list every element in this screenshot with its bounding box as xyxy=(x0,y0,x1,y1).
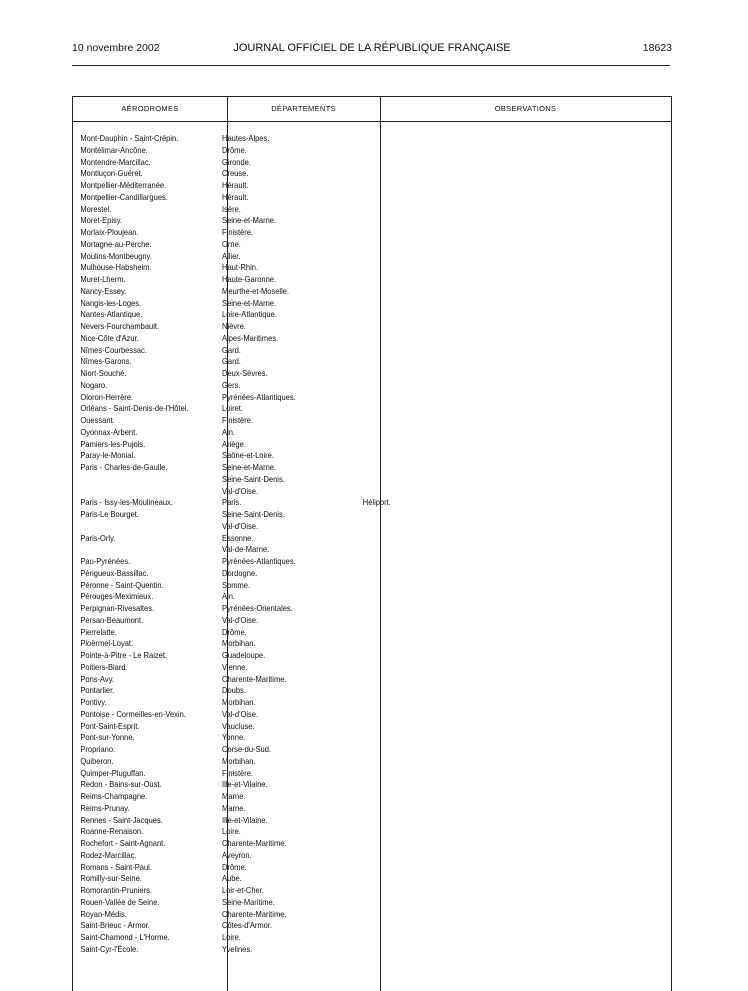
table-row xyxy=(73,321,623,333)
table-row xyxy=(73,415,623,427)
departement-cell: Gard. xyxy=(222,357,241,367)
aerodrome-cell: Quimper-Pluguffan. xyxy=(80,768,146,778)
departement-cell: Marne. xyxy=(222,803,246,813)
departement-cell: Ille-et-Vilaine. xyxy=(222,815,268,825)
departement-cell: Seine-et-Marne. xyxy=(222,463,277,472)
table-row xyxy=(73,826,623,838)
aerodrome-cell: Orléans - Saint-Denis-de-l'Hôtel. xyxy=(80,404,189,414)
table-row xyxy=(73,650,623,662)
table-row xyxy=(73,192,623,204)
departement-cell: Saône-et-Loire. xyxy=(222,451,274,461)
aerodrome-cell: Oloron-Herrère. xyxy=(80,392,134,402)
header-divider xyxy=(73,121,671,122)
table-row xyxy=(73,239,623,251)
aerodrome-cell: Montluçon-Guéret. xyxy=(80,169,143,179)
aerodrome-cell: Paray-le-Monial. xyxy=(80,451,136,461)
aerodrome-cell: Mont-Dauphin - Saint-Crépin. xyxy=(80,134,179,143)
aerodrome-cell: Montpellier-Méditerranée. xyxy=(80,181,167,190)
aerodrome-cell: Rennes - Saint-Jacques. xyxy=(80,815,163,825)
table-row xyxy=(73,533,623,545)
table-row xyxy=(73,450,623,462)
aerodrome-cell: Rochefort - Saint-Agnant. xyxy=(80,839,166,848)
departement-cell: Isère. xyxy=(222,204,241,214)
departement-cell: Haute-Garonne. xyxy=(222,275,277,284)
departement-cell: Hautes-Alpes. xyxy=(222,134,270,143)
departement-cell: Gironde. xyxy=(222,157,251,167)
aerodrome-cell: Pérouges-Meximieux. xyxy=(80,592,154,602)
aerodrome-cell: Pontoise - Cormeilles-en-Vexin. xyxy=(80,709,186,719)
table-row xyxy=(73,909,623,921)
departement-cell: Yonne. xyxy=(222,733,246,743)
departement-cell: Corse-du-Sud. xyxy=(222,745,272,754)
aerodrome-cell: Paris-Le Bourget. xyxy=(80,510,139,519)
departement-cell: Paris. xyxy=(222,498,242,508)
page-number: 18623 xyxy=(642,42,672,54)
table-row xyxy=(73,756,623,768)
aerodrome-cell: Montélimar-Ancône. xyxy=(80,145,148,155)
table-row xyxy=(73,885,623,897)
aerodromes-table xyxy=(72,96,672,991)
departement-cell: Orne. xyxy=(222,239,241,249)
aerodrome-cell: Morestel. xyxy=(80,204,112,214)
table-row xyxy=(73,368,623,380)
aerodrome-cell: Nîmes-Garons. xyxy=(80,357,132,367)
table-row xyxy=(73,744,623,756)
departement-cell: Pyrénées-Atlantiques. xyxy=(222,392,296,402)
table-row xyxy=(73,697,623,709)
table-row xyxy=(73,803,623,815)
aerodrome-cell: Pontarlier. xyxy=(80,686,115,696)
departement-cell: Finistère. xyxy=(222,768,254,778)
aerodrome-cell: Ploërmel-Loyat. xyxy=(80,639,134,649)
table-row xyxy=(73,274,623,286)
table-row xyxy=(73,145,623,157)
aerodrome-cell: Pont-sur-Yonne. xyxy=(80,733,135,743)
departement-cell: Doubs. xyxy=(222,686,246,696)
aerodrome-cell: Moret-Episy. xyxy=(80,216,123,226)
departement-cell: Côtes-d'Armor. xyxy=(222,921,273,931)
departement-cell: Drôme. xyxy=(222,627,247,637)
table-row xyxy=(73,215,623,227)
aerodrome-cell: Saint-Chamond - L'Horme. xyxy=(80,933,170,942)
aerodrome-cell: Nogaro. xyxy=(80,380,108,390)
table-row xyxy=(73,591,623,603)
aerodrome-cell: Périgueux-Bassillac. xyxy=(80,568,149,578)
departement-cell: Charente-Maritime. xyxy=(222,674,287,684)
table-row xyxy=(73,779,623,791)
column-header-observations: OBSERVATIONS xyxy=(494,104,557,113)
aerodrome-cell: Nancy-Essey. xyxy=(80,286,127,296)
table-row xyxy=(73,133,623,145)
departement-cell: Aveyron. xyxy=(222,850,252,860)
aerodrome-cell: Romans - Saint-Paul. xyxy=(80,862,152,872)
aerodrome-cell: Pont-Saint-Esprit. xyxy=(80,721,140,731)
aerodrome-cell: Nantes-Atlantique. xyxy=(80,310,143,320)
table-row xyxy=(73,791,623,803)
aerodrome-cell: Morlaix-Ploujean. xyxy=(80,228,139,237)
departement-cell: Aube. xyxy=(222,874,242,884)
departement-cell: Val-d'Oise. xyxy=(222,615,259,625)
table-row xyxy=(73,227,623,239)
table-row xyxy=(73,850,623,862)
departement-cell: Finistère. xyxy=(222,416,254,425)
departement-cell: Hérault. xyxy=(222,181,249,190)
table-row xyxy=(73,521,623,533)
table-row xyxy=(73,298,623,310)
aerodrome-cell: Nevers-Fourchambault. xyxy=(80,322,160,331)
departement-cell: Drôme. xyxy=(222,145,247,155)
table-row xyxy=(73,815,623,827)
table-row xyxy=(73,403,623,415)
column-header-departements: DÉPARTEMENTS xyxy=(271,104,336,113)
departement-cell: Dordogne. xyxy=(222,568,258,578)
aerodrome-cell: Rodez-Marcillac. xyxy=(80,850,137,860)
table-row xyxy=(73,168,623,180)
aerodrome-cell: Paris - Issy-les-Moulineaux. xyxy=(80,498,173,508)
aerodrome-cell: Rouen-Vallée de Seine. xyxy=(80,897,160,907)
departement-cell: Ariège. xyxy=(222,439,246,449)
aerodrome-cell: Ouessant. xyxy=(80,416,115,425)
departement-cell: Charente-Maritime. xyxy=(222,839,287,848)
table-row xyxy=(73,204,623,216)
table-row xyxy=(73,356,623,368)
aerodrome-cell: Reims-Prunay. xyxy=(80,803,130,813)
table-row xyxy=(73,333,623,345)
departement-cell: Hérault. xyxy=(222,192,249,202)
table-row xyxy=(73,944,623,956)
aerodrome-cell: Persan-Beaumont. xyxy=(80,615,144,625)
aerodrome-cell: Romorantin-Pruniers. xyxy=(80,886,152,895)
aerodrome-cell: Nice-Côte d'Azur. xyxy=(80,333,139,343)
table-row xyxy=(73,685,623,697)
aerodrome-cell: Mulhouse-Habsheim. xyxy=(80,263,152,273)
table-row xyxy=(73,439,623,451)
table-body xyxy=(73,133,671,956)
departement-cell: Nièvre. xyxy=(222,322,246,331)
aerodrome-cell: Pierrelatte. xyxy=(80,627,117,637)
aerodrome-cell: Perpignan-Rivesaltes. xyxy=(80,604,155,613)
departement-cell: Pyrénées-Orientales. xyxy=(222,604,293,613)
departement-cell: Seine-et-Marne. xyxy=(222,216,277,226)
table-row xyxy=(73,932,623,944)
departement-cell: Loir-et-Cher. xyxy=(222,886,264,895)
aerodrome-cell: Redon - Bains-sur-Oust. xyxy=(80,780,162,790)
header-rule xyxy=(72,65,670,66)
departement-cell: Ain. xyxy=(222,592,236,602)
table-row xyxy=(73,380,623,392)
table-row xyxy=(73,615,623,627)
table-row xyxy=(73,580,623,592)
aerodrome-cell: Pons-Avy. xyxy=(80,674,114,684)
table-row xyxy=(73,392,623,404)
departement-cell: Marne. xyxy=(222,792,246,801)
departement-cell: Pyrénées-Atlantiques. xyxy=(222,557,296,566)
aerodrome-cell: Propriano. xyxy=(80,745,116,754)
departement-cell: Morbihan. xyxy=(222,698,256,707)
departement-cell: Morbihan. xyxy=(222,756,256,766)
departement-cell: Yvelines. xyxy=(222,944,253,954)
table-row xyxy=(73,462,623,474)
journal-title: JOURNAL OFFICIEL DE LA RÉPUBLIQUE FRANÇAISE xyxy=(233,42,511,54)
aerodrome-cell: Reims-Champagne. xyxy=(80,792,148,801)
aerodrome-cell: Pontivy. xyxy=(80,698,107,707)
departement-cell: Val-d'Oise. xyxy=(222,709,259,719)
table-row xyxy=(73,768,623,780)
page-header xyxy=(72,42,672,58)
departement-cell: Charente-Maritime. xyxy=(222,909,287,919)
aerodrome-cell: Muret-Lherm. xyxy=(80,275,126,284)
departement-cell: Seine-Maritime. xyxy=(222,897,275,907)
table-row xyxy=(73,709,623,721)
table-row xyxy=(73,262,623,274)
departement-cell: Val-de-Marne. xyxy=(222,545,270,555)
departement-cell: Guadeloupe. xyxy=(222,651,266,660)
departement-cell: Loire. xyxy=(222,933,241,942)
departement-cell: Gers. xyxy=(222,380,241,390)
table-row xyxy=(73,568,623,580)
column-header-aerodromes: AÉRODROMES xyxy=(121,104,179,113)
table-row xyxy=(73,873,623,885)
table-row xyxy=(73,251,623,263)
table-row xyxy=(73,838,623,850)
departement-cell: Allier. xyxy=(222,251,241,261)
table-row xyxy=(73,638,623,650)
departement-cell: Loire-Atlantique. xyxy=(222,310,277,320)
departement-cell: Seine-et-Marne. xyxy=(222,298,277,308)
departement-cell: Alpes-Maritimes. xyxy=(222,333,279,343)
table-row xyxy=(73,732,623,744)
table-row xyxy=(73,286,623,298)
departement-cell: Val-d'Oise. xyxy=(222,521,259,531)
table-row xyxy=(73,544,623,556)
aerodrome-cell: Royan-Médis. xyxy=(80,909,127,919)
departement-cell: Deux-Sèvres. xyxy=(222,369,268,378)
departement-cell: Seine-Saint-Denis. xyxy=(222,474,285,484)
table-row xyxy=(73,674,623,686)
table-row xyxy=(73,427,623,439)
table-row xyxy=(73,474,623,486)
departement-cell: Ain. xyxy=(222,427,236,437)
table-row xyxy=(73,556,623,568)
departement-cell: Creuse. xyxy=(222,169,249,179)
departement-cell: Meurthe-et-Moselle. xyxy=(222,286,290,296)
aerodrome-cell: Roanne-Renaison. xyxy=(80,827,144,837)
aerodrome-cell: Romilly-sur-Seine. xyxy=(80,874,142,884)
aerodrome-cell: Montpellier-Candillargues. xyxy=(80,192,168,202)
issue-date: 10 novembre 2002 xyxy=(72,42,160,54)
aerodrome-cell: Pau-Pyrénées. xyxy=(80,557,131,566)
table-row xyxy=(73,486,623,498)
departement-cell: Vaucluse. xyxy=(222,721,255,731)
departement-cell: Essonne. xyxy=(222,533,254,543)
departement-cell: Somme. xyxy=(222,580,251,590)
table-row xyxy=(73,497,623,509)
table-row xyxy=(73,603,623,615)
departement-cell: Finistère. xyxy=(222,228,254,237)
aerodrome-cell: Moulins-Montbeugny. xyxy=(80,251,152,261)
aerodrome-cell: Paris - Charles-de-Gaulle. xyxy=(80,463,168,472)
aerodrome-cell: Quiberon. xyxy=(80,756,114,766)
departement-cell: Haut-Rhin. xyxy=(222,263,259,273)
aerodrome-cell: Saint-Cyr-l'École. xyxy=(80,944,139,954)
departement-cell: Loiret. xyxy=(222,404,243,414)
table-row xyxy=(73,157,623,169)
table-row xyxy=(73,627,623,639)
departement-cell: Vienne. xyxy=(222,662,248,672)
table-row xyxy=(73,345,623,357)
table-row xyxy=(73,180,623,192)
table-row xyxy=(73,309,623,321)
aerodrome-cell: Paris-Orly. xyxy=(80,533,116,543)
table-row xyxy=(73,509,623,521)
aerodrome-cell: Poitiers-Biard. xyxy=(80,662,128,672)
aerodrome-cell: Péronne - Saint-Quentin. xyxy=(80,580,164,590)
aerodrome-cell: Oyonnax-Arbent. xyxy=(80,427,138,437)
departement-cell: Morbihan. xyxy=(222,639,256,649)
aerodrome-cell: Nîmes-Courbessac. xyxy=(80,345,147,355)
aerodrome-cell: Saint-Brieuc - Armor. xyxy=(80,921,150,931)
aerodrome-cell: Pointe-à-Pitre - Le Raizet. xyxy=(80,651,168,660)
departement-cell: Gard. xyxy=(222,345,241,355)
table-row xyxy=(73,662,623,674)
aerodrome-cell: Montendre-Marcillac. xyxy=(80,157,151,167)
aerodrome-cell: Nangis-les-Loges. xyxy=(80,298,142,308)
departement-cell: Drôme. xyxy=(222,862,247,872)
aerodrome-cell: Mortagne-au-Perche. xyxy=(80,239,152,249)
table-row xyxy=(73,721,623,733)
aerodrome-cell: Niort-Souché. xyxy=(80,369,127,378)
table-row xyxy=(73,862,623,874)
departement-cell: Seine-Saint-Denis. xyxy=(222,510,285,519)
observation-cell: Héliport. xyxy=(362,498,391,508)
table-row xyxy=(73,897,623,909)
aerodrome-cell: Pamiers-les-Pujols. xyxy=(80,439,146,449)
table-row xyxy=(73,920,623,932)
departement-cell: Loire. xyxy=(222,827,241,837)
departement-cell: Val-d'Oise. xyxy=(222,486,259,496)
departement-cell: Ille-et-Vilaine. xyxy=(222,780,268,790)
